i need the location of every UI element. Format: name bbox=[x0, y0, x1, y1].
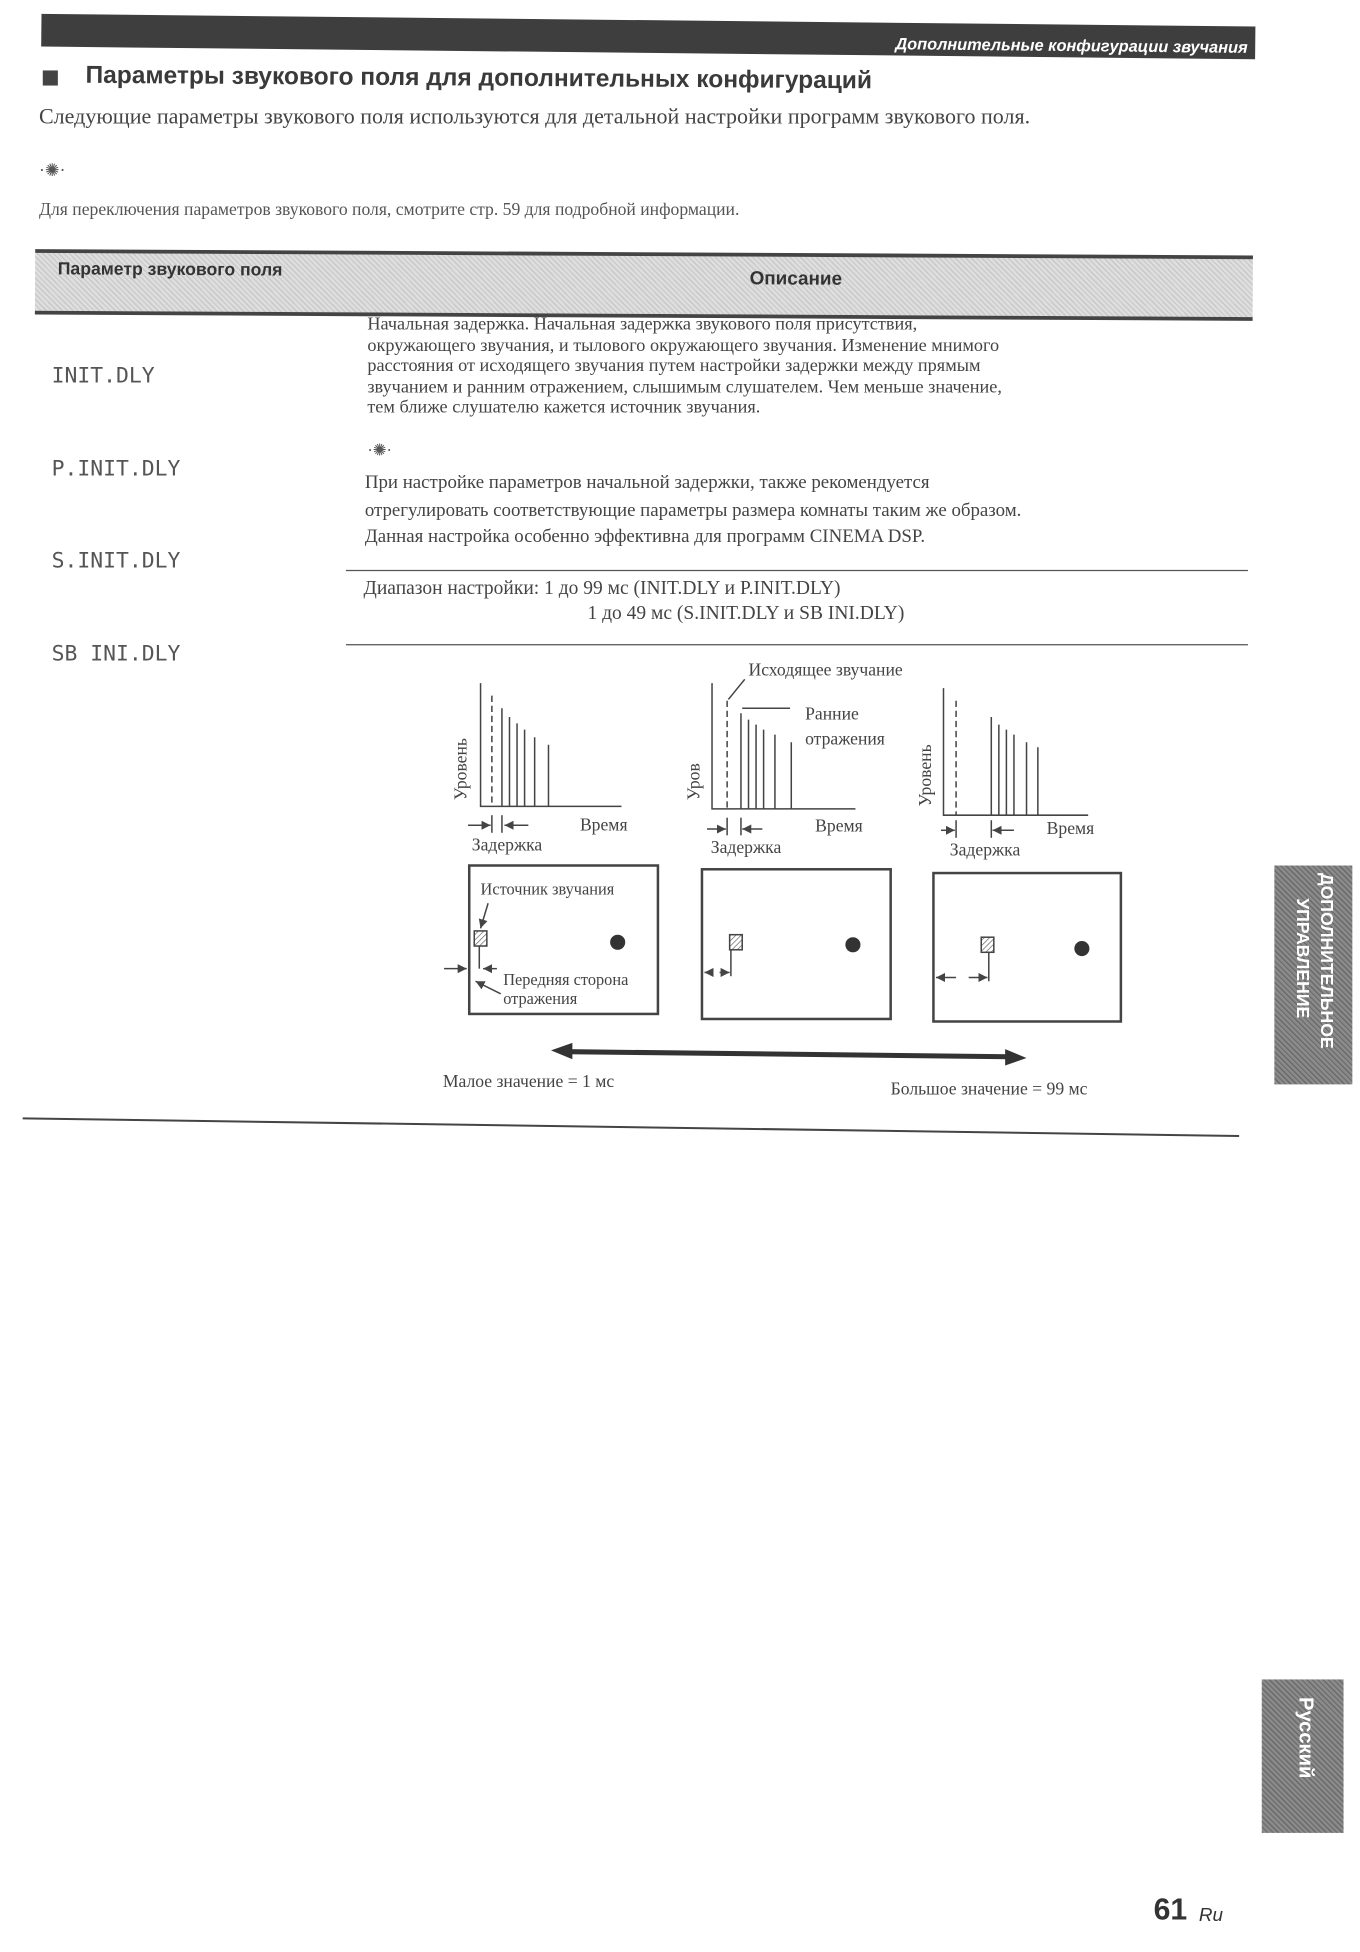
section-header-text: Дополнительные конфигурации звучания bbox=[895, 34, 1248, 57]
tip-line: При настройке параметров начальной задержки, также рекомендуется bbox=[364, 473, 930, 494]
time-axis-label: Время bbox=[815, 815, 863, 836]
front-reflection-label: отражения bbox=[503, 988, 578, 1008]
level-graph-small bbox=[468, 683, 621, 833]
column-header-description: Описание bbox=[749, 267, 843, 290]
column-header-parameter: Параметр звукового поля bbox=[57, 258, 283, 280]
description-line: тем ближе слушателю кажется источник звучания. bbox=[367, 397, 761, 418]
level-axis-label: Уровень bbox=[914, 744, 935, 807]
tip-text: Для переключения параметров звукового поля, смотрите стр. 59 для подробной информации. bbox=[38, 201, 740, 221]
level-graph-large bbox=[941, 688, 1088, 838]
range-line: Диапазон настройки: 1 до 99 мс (INIT.DLY и P.INIT.DLY) bbox=[363, 577, 841, 599]
listener-icon bbox=[845, 937, 860, 952]
language-code: Ru bbox=[1198, 1904, 1224, 1926]
bottom-rule bbox=[23, 1118, 1239, 1136]
side-tab-text: ДОПОЛНИТЕЛЬНОЕ bbox=[1317, 873, 1338, 1049]
sound-source-icon bbox=[981, 937, 994, 952]
sound-source-label: Источник звучания bbox=[480, 879, 615, 899]
lightbulb-icon: ·✺· bbox=[38, 162, 66, 182]
intro-text: Следующие параметры звукового поля используются для детальной настройки программ звукового поля. bbox=[38, 103, 1031, 129]
param-s-init-dly: S.INIT.DLY bbox=[51, 548, 181, 574]
description-line: окружающего звучания, и тылового окружающего звучания. Изменение мнимого bbox=[367, 335, 1000, 356]
sound-source-icon bbox=[730, 935, 743, 950]
small-value-label: Малое значение = 1 мс bbox=[442, 1070, 615, 1091]
sound-source-icon bbox=[474, 931, 487, 946]
delay-label: Задержка bbox=[710, 836, 782, 857]
side-tab-text: Русский bbox=[1294, 1697, 1316, 1779]
level-axis-label: Уровень bbox=[450, 738, 471, 801]
early-reflections-label: Ранние bbox=[805, 703, 859, 724]
description-line: звучанием и ранним отражением, слышимым слушателем. Чем меньше значение, bbox=[367, 376, 1002, 397]
delay-label: Задержка bbox=[471, 834, 543, 855]
front-reflection-label: Передняя сторона bbox=[503, 970, 629, 990]
listener-icon bbox=[610, 935, 625, 950]
side-tab-advanced bbox=[1274, 866, 1352, 1085]
value-range-arrow bbox=[551, 1043, 1027, 1066]
tip-line: Данная настройка особенно эффективна для программ CINEMA DSP. bbox=[364, 527, 926, 548]
param-sb-ini-dly: SB INI.DLY bbox=[51, 640, 181, 667]
listener-icon bbox=[1074, 941, 1089, 956]
page-number: 61 bbox=[1153, 1893, 1188, 1928]
lightbulb-icon: ·✺· bbox=[367, 440, 392, 460]
tip-line: отрегулировать соответствующие параметры размера комнаты таким же образом. bbox=[364, 500, 1022, 521]
level-axis-label: Уров bbox=[683, 763, 704, 801]
side-tab-language bbox=[1262, 1679, 1344, 1832]
param-init-dly: INIT.DLY bbox=[51, 363, 155, 389]
side-tab-text: УПРАВЛЕНИЕ bbox=[1293, 898, 1314, 1019]
room-large bbox=[933, 873, 1120, 1021]
large-value-label: Большое значение = 99 мс bbox=[890, 1078, 1088, 1099]
direct-sound-label: Исходящее звучание bbox=[748, 659, 903, 680]
time-axis-label: Время bbox=[579, 814, 628, 835]
page-title: Параметры звукового поля для дополнительных конфигураций bbox=[85, 61, 873, 95]
description-line: расстояния от исходящего звучания путем настройки задержки между прямым bbox=[367, 356, 981, 377]
range-line: 1 до 49 мс (S.INIT.DLY и SB INI.DLY) bbox=[587, 602, 905, 624]
early-reflections-label: отражения bbox=[805, 728, 885, 749]
description-line: Начальная задержка. Начальная задержка звукового поля присутствия, bbox=[367, 314, 918, 335]
param-p-init-dly: P.INIT.DLY bbox=[51, 456, 181, 482]
time-axis-label: Время bbox=[1046, 818, 1095, 839]
delay-label: Задержка bbox=[949, 839, 1021, 860]
